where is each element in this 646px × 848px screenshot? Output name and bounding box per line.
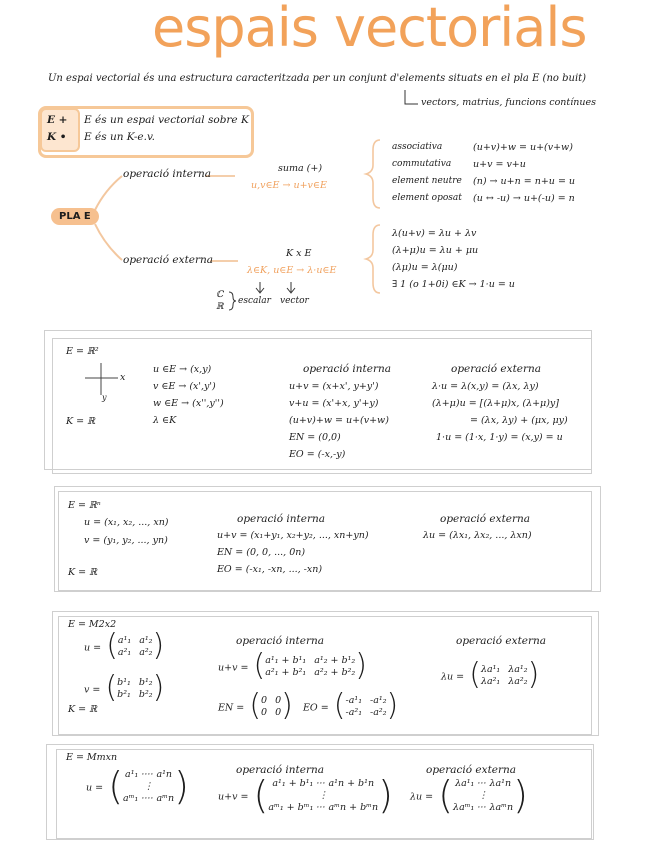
box1-int-line: EO = (-x,-y) bbox=[289, 449, 346, 460]
matrix-cell: -a²₂ bbox=[370, 706, 387, 718]
kxe-label: K x E bbox=[286, 248, 312, 259]
matrix-cell: a¹₂ + b¹₂ bbox=[314, 654, 356, 666]
matrix-cell: λa¹₁ bbox=[480, 663, 501, 675]
box2-int-line: EO = (-x₁, -xn, ..., -xn) bbox=[217, 564, 323, 575]
box1-int-line: (u+v)+w = u+(v+w) bbox=[289, 415, 389, 426]
matrix-cell: a²₂ + b²₂ bbox=[314, 666, 356, 678]
prop-formula: (u+v)+w = u+(v+w) bbox=[473, 142, 573, 153]
matrix-cell: λa¹₂ bbox=[508, 663, 528, 675]
box1-field: K = ℝ bbox=[66, 416, 95, 427]
matrix-row: ⋮ bbox=[478, 789, 488, 801]
matrix-cell: -a¹₁ bbox=[345, 694, 363, 706]
matrix-cell: b²₁ bbox=[117, 688, 131, 700]
sum-title: suma (+) bbox=[278, 163, 323, 174]
scalar-set-r: ℝ bbox=[216, 302, 224, 312]
matrix-row: aᵐ₁ ···· aᵐn bbox=[123, 792, 175, 804]
matrix-row: λaᵐ₁ ··· λaᵐn bbox=[453, 801, 514, 813]
prop-name: element neutre bbox=[392, 176, 462, 186]
matrix-cell: a¹₁ + b¹₁ bbox=[265, 654, 307, 666]
matrix-cell: a²₁ bbox=[117, 646, 132, 658]
intro-examples: vectors, matrius, funcions contínues bbox=[421, 97, 596, 108]
scalar-set-c: ℂ bbox=[216, 290, 224, 300]
box2-ext-line: λu = (λx₁, λx₂, ..., λxn) bbox=[423, 530, 532, 541]
axis-x-label: x bbox=[120, 372, 126, 383]
external-op-label: operació externa bbox=[123, 254, 214, 266]
box2-int-line: EN = (0, 0, ..., 0n) bbox=[217, 547, 306, 558]
box1-ext-line: 1·u = (1·x, 1·y) = (x,y) = u bbox=[436, 432, 563, 443]
matrix-cell: λa²₁ bbox=[480, 675, 501, 687]
matrix-cell: b²₂ bbox=[138, 688, 153, 700]
box2-int-title: operació interna bbox=[237, 513, 326, 525]
intro-text: Un espai vectorial és una estructura caracteritzada per un conjunt d'elements situats en el pla E (no buit) bbox=[48, 73, 587, 84]
box2-def: u = (x₁, x₂, ..., xn) bbox=[84, 517, 169, 528]
ext-prop: (λμ)u = λ(μu) bbox=[392, 262, 458, 273]
matrix-u: u = ( a¹₁ a¹₂ a²₁ a²₂ ) bbox=[84, 628, 165, 663]
matrix-en: EN = ( 0 0 0 0 ) bbox=[218, 688, 293, 723]
matrix-cell: a¹₁ bbox=[117, 634, 132, 646]
internal-op-label: operació interna bbox=[123, 168, 212, 180]
axis-y-label: y bbox=[102, 393, 107, 402]
vector-label: vector bbox=[280, 296, 309, 306]
sum-formula: u,v∈E → u+v∈E bbox=[251, 180, 327, 191]
matrix-cell: a²₂ bbox=[139, 646, 153, 658]
matrix-cell: 0 bbox=[261, 706, 268, 718]
box1-def: λ ∈K bbox=[153, 415, 177, 426]
matrix-eo: EO = ( -a¹₁ -a¹₂ -a²₁ -a²₂ ) bbox=[303, 688, 399, 723]
box1-ext-line: (λ+μ)u = [(λ+μ)x, (λ+μ)y] bbox=[432, 398, 559, 409]
box1-int-line: EN = (0,0) bbox=[289, 432, 341, 443]
matrix-row: ⋮ bbox=[318, 789, 328, 801]
matrix-cell: 0 bbox=[275, 694, 282, 706]
matrix-row: a¹₁ + b¹₁ ··· a¹n + b¹n bbox=[272, 777, 375, 789]
prop-name: element oposat bbox=[392, 193, 462, 203]
matrix-cell: 0 bbox=[275, 706, 282, 718]
box2-def: v = (y₁, y₂, ..., yn) bbox=[84, 535, 168, 546]
matrix-cell: λa²₂ bbox=[508, 675, 528, 687]
external-formula: λ∈K, u∈E → λ·u∈E bbox=[247, 265, 337, 276]
prop-formula: u+v = v+u bbox=[473, 159, 526, 170]
box1-int-title: operació interna bbox=[303, 363, 392, 375]
matrix-cell: -a¹₂ bbox=[370, 694, 387, 706]
box2-ext-title: operació externa bbox=[440, 513, 531, 525]
legend-row2-symbol: K • bbox=[47, 131, 67, 143]
matrix-u-mxn: u = ( a¹₁ ···· a¹n ⋮ aᵐ₁ ···· aᵐn ) bbox=[86, 764, 189, 808]
ext-prop: (λ+μ)u = λu + μu bbox=[392, 245, 479, 256]
box1-ext-line: = (λx, λy) + (μx, μy) bbox=[470, 415, 568, 426]
matrix-sum-mxn: u+v = ( a¹₁ + b¹₁ ··· a¹n + b¹n ⋮ aᵐ₁ + bᵐ₁ ··· aᵐn + bᵐn ) bbox=[218, 773, 393, 817]
legend-row1-text: E és un espai vectorial sobre K bbox=[84, 114, 249, 126]
box1-def: v ∈E → (x',y') bbox=[153, 381, 216, 392]
matrix-cell: b¹₂ bbox=[138, 676, 153, 688]
box1-ext-title: operació externa bbox=[451, 363, 542, 375]
matrix-sum: u+v = ( a¹₁ + b¹₁ a¹₂ + b¹₂ a²₁ + b²₁ a²₂ + b²₂ ) bbox=[218, 648, 367, 683]
box2-int-line: u+v = (x₁+y₁, x₂+y₂, ..., xn+yn) bbox=[217, 530, 369, 541]
box1-ext-line: λ·u = λ(x,y) = (λx, λy) bbox=[432, 381, 539, 392]
escalar-label: escalar bbox=[238, 296, 271, 306]
matrix-cell: 0 bbox=[261, 694, 268, 706]
box2-field: K = ℝ bbox=[68, 567, 97, 578]
page-title: espais vectorials bbox=[152, 0, 587, 59]
box1-set: E = ℝ² bbox=[66, 346, 99, 357]
matrix-cell: a²₁ + b²₁ bbox=[265, 666, 307, 678]
matrix-row: aᵐ₁ + bᵐ₁ ··· aᵐn + bᵐn bbox=[268, 801, 379, 813]
box3-int-title: operació interna bbox=[236, 635, 325, 647]
box1-def: u ∈E → (x,y) bbox=[153, 364, 212, 375]
matrix-cell: a¹₂ bbox=[139, 634, 153, 646]
box1-def: w ∈E → (x'',y'') bbox=[153, 398, 224, 409]
box3-ext-title: operació externa bbox=[456, 635, 547, 647]
prop-formula: (n) → u+n = n+u = u bbox=[473, 176, 576, 187]
box3-set: E = M2x2 bbox=[68, 619, 117, 630]
prop-name: commutativa bbox=[392, 159, 452, 169]
box3-field: K = ℝ bbox=[68, 704, 97, 715]
box4-int-title: operació interna bbox=[236, 764, 325, 776]
box2-set: E = ℝⁿ bbox=[68, 500, 101, 511]
box1-int-line: u+v = (x+x', y+y') bbox=[289, 381, 379, 392]
ext-prop: λ(u+v) = λu + λv bbox=[392, 228, 477, 239]
matrix-row: a¹₁ ···· a¹n bbox=[125, 768, 173, 780]
matrix-v: v = ( b¹₁ b¹₂ b²₁ b²₂ ) bbox=[84, 670, 165, 705]
matrix-cell: b¹₁ bbox=[117, 676, 131, 688]
ext-prop: ∃ 1 (o 1+0i) ∈K → 1·u = u bbox=[392, 279, 515, 290]
matrix-scalar: λu = ( λa¹₁ λa¹₂ λa²₁ λa²₂ ) bbox=[441, 657, 540, 692]
matrix-row: λa¹₁ ··· λa¹n bbox=[455, 777, 512, 789]
box4-set: E = Mmxn bbox=[66, 752, 118, 763]
box4-ext-title: operació externa bbox=[426, 764, 517, 776]
box1-int-line: v+u = (x'+x, y'+y) bbox=[289, 398, 379, 409]
prop-formula: (u ↔ -u) → u+(-u) = n bbox=[473, 193, 575, 204]
pla-e-label: PLA E bbox=[51, 208, 99, 225]
matrix-row: ⋮ bbox=[143, 780, 154, 792]
matrix-scalar-mxn: λu = ( λa¹₁ ··· λa¹n ⋮ λaᵐ₁ ··· λaᵐn ) bbox=[410, 773, 528, 817]
prop-name: associativa bbox=[392, 142, 443, 152]
legend-row2-text: E és un K-e.v. bbox=[84, 131, 156, 143]
matrix-cell: -a²₁ bbox=[345, 706, 363, 718]
legend-row1-symbol: E + bbox=[47, 114, 68, 126]
